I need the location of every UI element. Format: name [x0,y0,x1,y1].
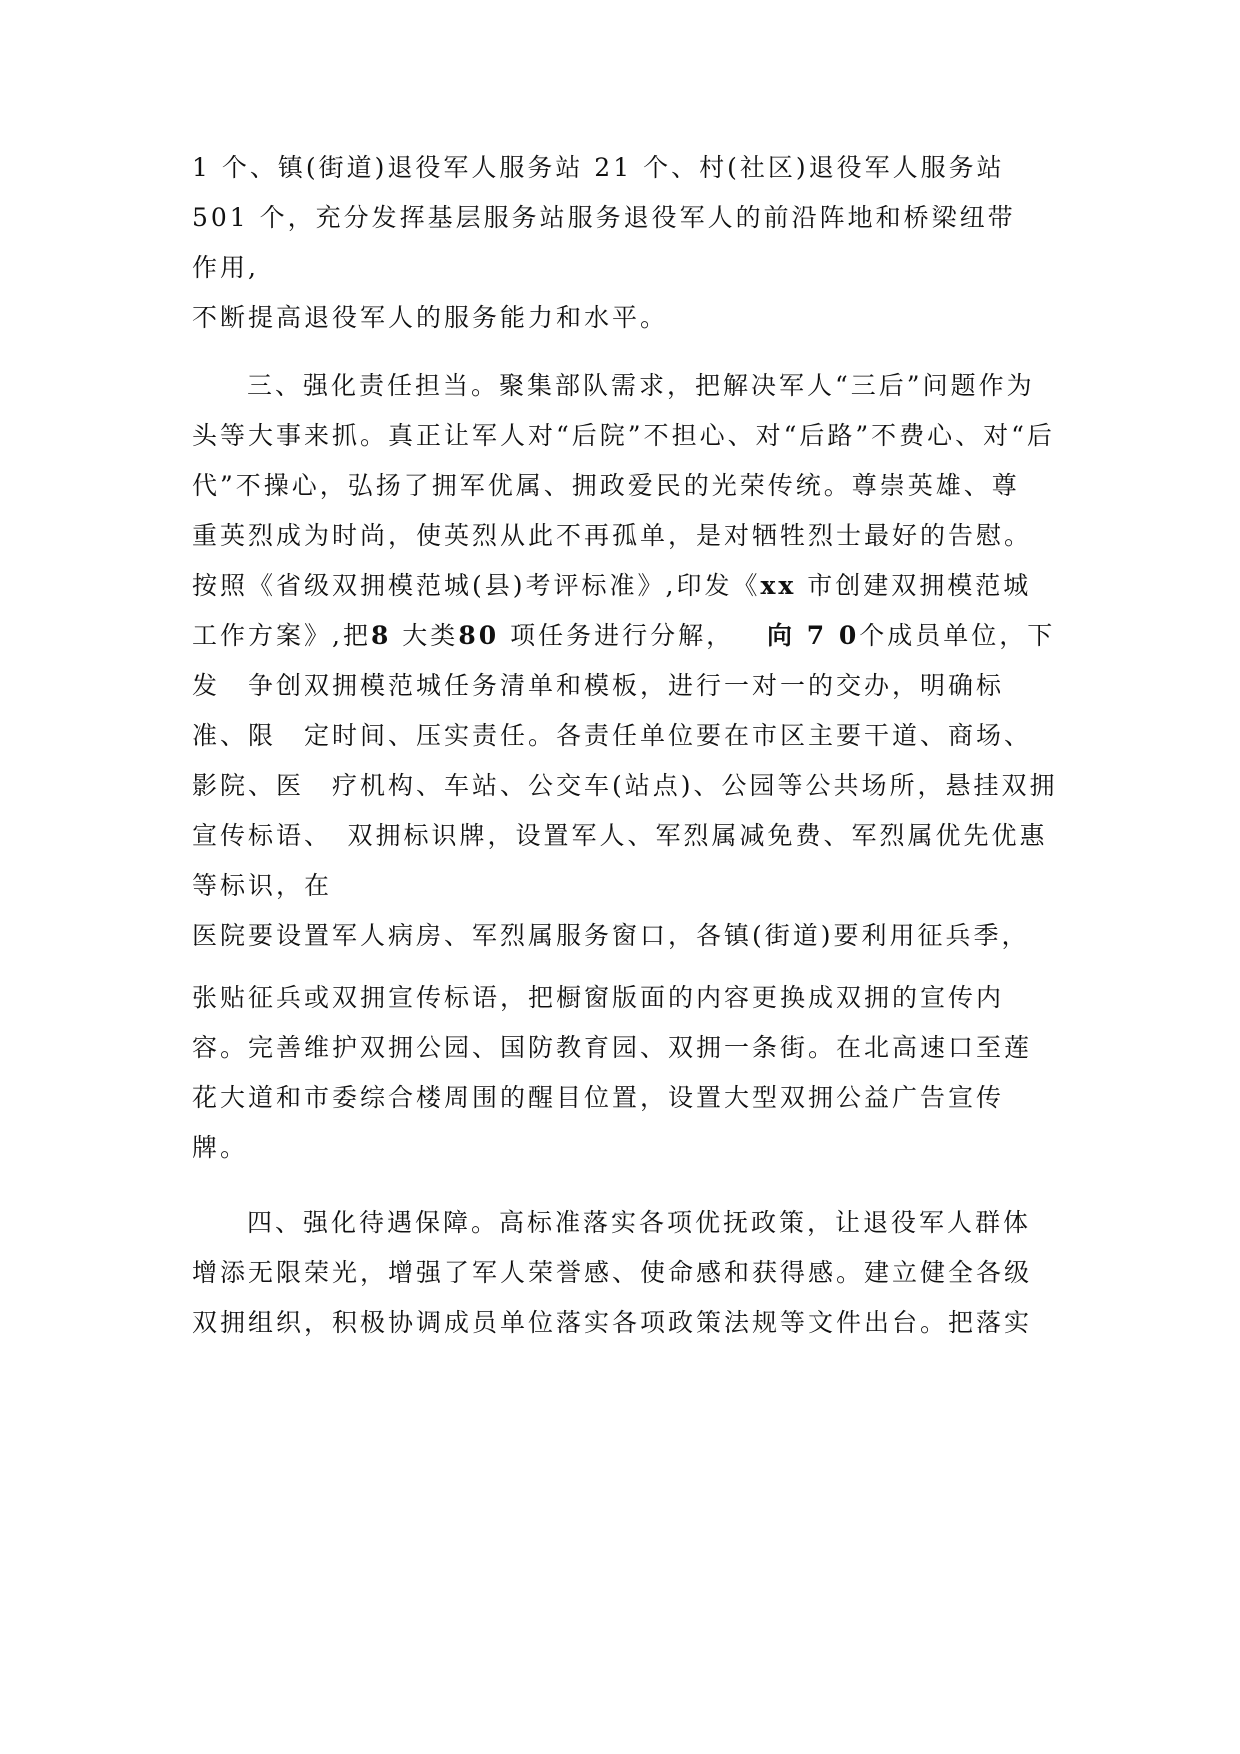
text-line [192,618,1055,654]
text-segment: 大类 [391,621,459,650]
text-segment-bold: xx [760,571,797,600]
text-line: 等标识，在 [192,871,333,900]
number-bold: 80 [458,621,500,650]
number-bold: 8 [370,621,392,650]
section-four-first-line: 四、强化待遇保障。高标准落实各项优抚政策，让退役军人群体 [247,1208,1032,1237]
text-segment: 工作方案》,把 [192,621,371,650]
text-segment: 项任务进行分解， [510,621,735,650]
text-line: 宣传标语、 双拥标识牌，设置军人、军烈属减免费、军烈属优先优惠 [192,821,1048,850]
text-line: 发 争创双拥模范城任务清单和模板，进行一对一的交办，明确标 [192,671,1005,700]
text-line [192,568,1031,604]
text-line: 医院要设置军人病房、军烈属服务窗口，各镇(街道)要利用征兵季， [192,921,1030,950]
text-line: 张贴征兵或双拥宣传标语，把橱窗版面的内容更换成双拥的宣传内 [192,983,1005,1012]
text-line: 头等大事来抓。真正让军人对“后院”不担心、对“后路”不费心、对“后 [192,421,1055,450]
text-line: 花大道和市委综合楼周围的醒目位置，设置大型双拥公益广告宣传 [192,1083,1005,1112]
text-segment: 按照《省级双拥模范城(县)考评标准》,印发《 [192,571,761,600]
text-line: 1 个、镇(街道)退役军人服务站 21 个、村(社区)退役军人服务站 [192,153,1005,182]
text-line: 增添无限荣光，增强了军人荣誉感、使命感和获得感。建立健全各级 [192,1258,1033,1287]
number-bold: 向 7 0 [767,621,860,650]
section-three-first-line: 三、强化责任担当。聚集部队需求，把解决军人“三后”问题作为 [247,371,1035,400]
text-line: 重英烈成为时尚，使英烈从此不再孤单，是对牺牲烈士最好的告慰。 [192,521,1033,550]
text-segment: 个成员单位，下 [859,621,1056,650]
text-line: 容。完善维护双拥公园、国防教育园、双拥一条街。在北高速口至莲 [192,1033,1033,1062]
text-segment: 市创建双拥模范城 [796,571,1032,600]
text-line: 准、限 定时间、压实责任。各责任单位要在市区主要干道、商场、 [192,721,1033,750]
text-line: 作用, [192,253,259,282]
text-line: 影院、医 疗机构、车站、公交车(站点)、公园等公共场所，悬挂双拥 [192,771,1058,800]
text-line: 不断提高退役军人的服务能力和水平。 [192,303,669,332]
text-line: 代”不操心，弘扬了拥军优属、拥政爱民的光荣传统。尊崇英雄、尊 [192,471,1020,500]
text-line: 牌。 [192,1133,249,1162]
text-line: 501 个，充分发挥基层服务站服务退役军人的前沿阵地和桥梁纽带 [192,203,1016,232]
text-line: 双拥组织，积极协调成员单位落实各项政策法规等文件出台。把落实 [192,1308,1033,1337]
